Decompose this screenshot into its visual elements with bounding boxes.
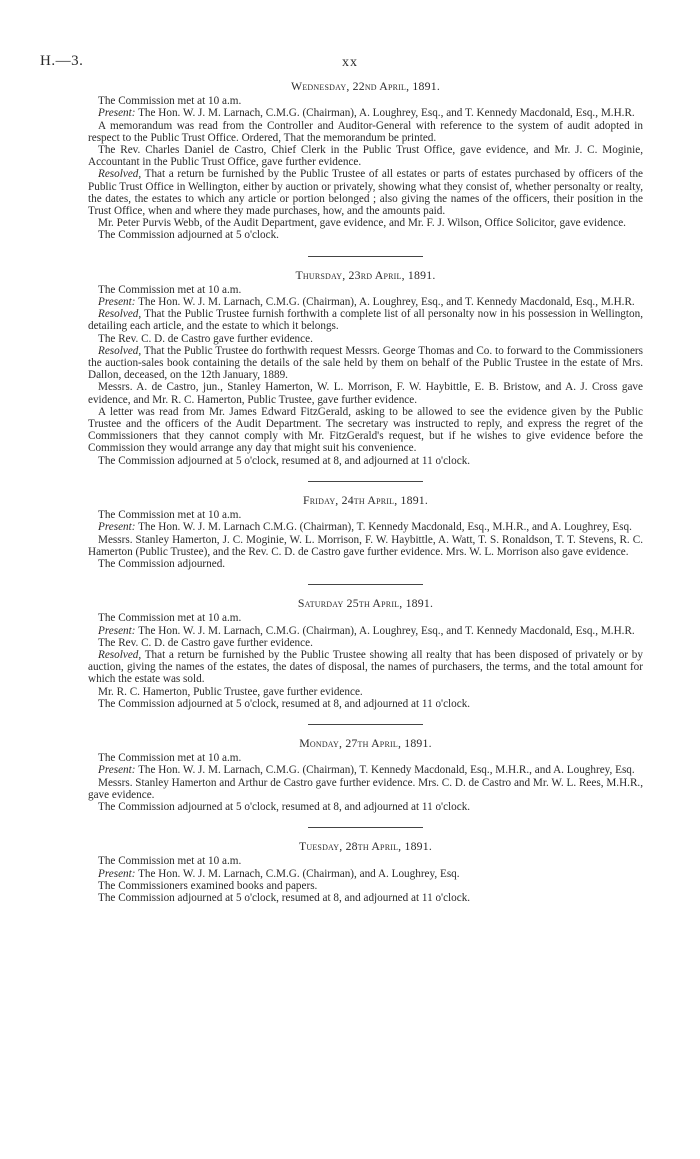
paragraph-lead: Resolved,	[98, 308, 142, 321]
minutes-section	[88, 269, 643, 467]
paragraph-text: The Hon. W. J. M. Larnach, C.M.G. (Chairman), T. Kennedy Macdonald, Esq., M.H.R., and A. Loughrey, Esq.	[135, 764, 635, 777]
paragraph-text: The Commission met at 10 a.m.	[98, 752, 242, 765]
paragraph-text: The Commission met at 10 a.m.	[98, 283, 242, 296]
section-heading: Saturday 25th April, 1891.	[297, 596, 434, 611]
section-heading: Monday, 27th April, 1891.	[299, 735, 432, 750]
minutes-paragraph	[88, 229, 643, 241]
paragraph-text: The Commission adjourned at 5 o'clock, resumed at 8, and adjourned at 11 o'clock.	[98, 454, 471, 467]
paragraph-lead: Resolved,	[98, 648, 142, 661]
paragraph-lead: Present:	[98, 624, 136, 637]
minutes-paragraph	[88, 637, 643, 649]
page-number: xx	[342, 55, 358, 70]
paragraph-text: The Commission met at 10 a.m.	[98, 95, 242, 108]
paragraph-text: The Commissioners examined books and papers.	[98, 879, 318, 892]
paragraph-text: The Rev. C. D. de Castro gave further evidence.	[98, 332, 313, 345]
paragraph-text: Mr. Peter Purvis Webb, of the Audit Department, gave evidence, and Mr. F. J. Wilson, Office Solicitor, gave evidence.	[98, 217, 626, 230]
minutes-paragraph	[88, 455, 643, 467]
paragraph-lead: Present:	[98, 521, 136, 534]
paragraph-text: The Hon. W. J. M. Larnach C.M.G. (Chairman), T. Kennedy Macdonald, Esq., M.H.R., and A. Loughrey, Esq.	[135, 521, 632, 534]
minutes-paragraph	[88, 558, 643, 570]
minutes-section	[88, 80, 643, 242]
minutes-paragraph	[88, 698, 643, 710]
minutes-paragraph	[88, 284, 643, 296]
minutes-paragraph	[88, 892, 643, 904]
minutes-section	[88, 840, 643, 904]
paragraph-text: Mr. R. C. Hamerton, Public Trustee, gave further evidence.	[98, 685, 363, 698]
paragraph-text: A letter was read from Mr. James Edward FitzGerald, asking to be allowed to see the evidence given by the Public Trustee and the officers of the Audit Department. The secretary was instructed to reply, and express the regret of the Commissioners that they cannot comply with Mr. FitzGerald's request, but if he wishes to give evidence before the Commission they would arrange any day that might suit his convenience.	[88, 405, 643, 455]
paragraph-text: The Rev. Charles Daniel de Castro, Chief Clerk in the Public Trust Office, gave evidence, and Mr. J. C. Moginie, Accountant in the Public Trust Office, gave further evidence.	[88, 144, 643, 169]
minutes-paragraph	[88, 868, 643, 880]
minutes-paragraph	[88, 764, 643, 776]
paragraph-text: The Commission met at 10 a.m.	[98, 509, 242, 522]
minutes-paragraph	[88, 612, 643, 624]
paragraph-text: That a return be furnished by the Public Trustee of all estates or parts of estates purchased by officers of the Public Trust Office in Wellington, either by auction or privately, showing what they consist of, whether personalty or realty, the dates, the estates to which any article or portion belonged ; also giving the names of the officers, their position in the Trust Office, when and where they made purchases, how, and the amounts paid.	[88, 168, 643, 218]
paragraph-text: The Hon. W. J. M. Larnach, C.M.G. (Chairman), A. Loughrey, Esq., and T. Kennedy Macdonald, Esq., M.H.R.	[135, 296, 635, 309]
paragraph-text: The Rev. C. D. de Castro gave further evidence.	[98, 636, 313, 649]
paragraph-text: The Commission adjourned at 5 o'clock, resumed at 8, and adjourned at 11 o'clock.	[98, 800, 471, 813]
paragraph-text: The Commission adjourned at 5 o'clock.	[98, 229, 279, 242]
paragraph-text: Messrs. Stanley Hamerton and Arthur de Castro gave further evidence. Mrs. C. D. de Castro and Mr. W. L. Rees, M.H.R., gave evidence.	[88, 776, 643, 801]
paragraph-text: The Hon. W. J. M. Larnach, C.M.G. (Chairman), A. Loughrey, Esq., and T. Kennedy Macdonald, Esq., M.H.R.	[135, 107, 635, 120]
paragraph-text: A memorandum was read from the Controller and Auditor-General with reference to the system of audit adopted in respect to the Public Trust Office. Ordered, That the memorandum be printed.	[88, 119, 643, 144]
minutes-section	[88, 597, 643, 710]
paragraph-lead: Present:	[98, 107, 136, 120]
minutes-paragraph	[88, 880, 643, 892]
paragraph-text: The Hon. W. J. M. Larnach, C.M.G. (Chairman), A. Loughrey, Esq., and T. Kennedy Macdonald, Esq., M.H.R.	[135, 624, 635, 637]
minutes-paragraph	[88, 381, 643, 405]
section-divider	[308, 481, 423, 482]
minutes-paragraph	[88, 308, 643, 332]
paragraph-text: The Commission adjourned at 5 o'clock, resumed at 8, and adjourned at 11 o'clock.	[98, 697, 471, 710]
paragraph-text: That a return be furnished by the Public Trustee showing all realty that has been disposed of privately or by auction, giving the names of the estates, the dates of disposal, the names of purchasers, the terms, and the total amount for which the estate was sold.	[88, 648, 643, 686]
section-divider	[308, 724, 423, 725]
paragraph-text: The Commission met at 10 a.m.	[98, 855, 242, 868]
minutes-body	[88, 80, 643, 904]
minutes-paragraph	[88, 107, 643, 119]
minutes-paragraph	[88, 509, 643, 521]
minutes-paragraph	[88, 649, 643, 686]
paragraph-text: The Commission adjourned at 5 o'clock, resumed at 8, and adjourned at 11 o'clock.	[98, 891, 471, 904]
section-divider	[308, 256, 423, 257]
minutes-paragraph	[88, 625, 643, 637]
minutes-paragraph	[88, 144, 643, 168]
minutes-paragraph	[88, 752, 643, 764]
minutes-paragraph	[88, 406, 643, 455]
section-heading: Friday, 24th April, 1891.	[302, 492, 429, 507]
minutes-paragraph	[88, 345, 643, 382]
page-reference: H.—3.	[40, 53, 84, 69]
section-heading: Tuesday, 28th April, 1891.	[298, 839, 433, 854]
paragraph-text: The Commission adjourned.	[98, 557, 226, 570]
minutes-paragraph	[88, 534, 643, 558]
minutes-paragraph	[88, 168, 643, 217]
paragraph-text: The Commission met at 10 a.m.	[98, 612, 242, 625]
minutes-paragraph	[88, 120, 643, 144]
paragraph-text: That the Public Trustee furnish forthwith a complete list of all personalty now in his possession in Wellington, detailing each article, and the estate to which it belongs.	[88, 308, 643, 333]
minutes-paragraph	[88, 777, 643, 801]
paragraph-lead: Present:	[98, 296, 136, 309]
section-divider	[308, 827, 423, 828]
section-heading: Wednesday, 22nd April, 1891.	[291, 79, 440, 93]
section-divider	[308, 584, 423, 585]
minutes-paragraph	[88, 855, 643, 867]
paragraph-text: That the Public Trustee do forthwith request Messrs. George Thomas and Co. to forward to the Commissioners the auction-sales book containing the details of the sale held by them on behalf of the Public Trustee in the estate of Mrs. Dallon, deceased, on the 12th January, 1889.	[88, 344, 643, 382]
minutes-section	[88, 494, 643, 570]
minutes-section	[88, 737, 643, 813]
minutes-paragraph	[88, 95, 643, 107]
minutes-paragraph	[88, 801, 643, 813]
paragraph-lead: Resolved,	[98, 344, 142, 357]
minutes-paragraph	[88, 521, 643, 533]
section-heading: Thursday, 23rd April, 1891.	[295, 267, 436, 282]
minutes-paragraph	[88, 333, 643, 345]
minutes-paragraph	[88, 217, 643, 229]
paragraph-text: Messrs. A. de Castro, jun., Stanley Hamerton, W. L. Morrison, F. W. Haybittle, E. B. Bristow, and A. J. Cross gave evidence, and Mr. R. C. Hamerton, Public Trustee, gave further evidence.	[88, 381, 643, 406]
minutes-paragraph	[88, 296, 643, 308]
minutes-paragraph	[88, 686, 643, 698]
paragraph-lead: Present:	[98, 867, 136, 880]
paragraph-lead: Present:	[98, 764, 136, 777]
paragraph-text: Messrs. Stanley Hamerton, J. C. Moginie, W. L. Morrison, F. W. Haybittle, A. Watt, T. S. Ronaldson, T. T. Stevens, R. C. Hamerton (Public Trustee), and the Rev. C. D. de Castro gave further evidence. Mrs. W. L. Morrison also gave evidence.	[88, 533, 643, 558]
paragraph-lead: Resolved,	[98, 168, 142, 181]
paragraph-text: The Hon. W. J. M. Larnach, C.M.G. (Chairman), and A. Loughrey, Esq.	[135, 867, 460, 880]
